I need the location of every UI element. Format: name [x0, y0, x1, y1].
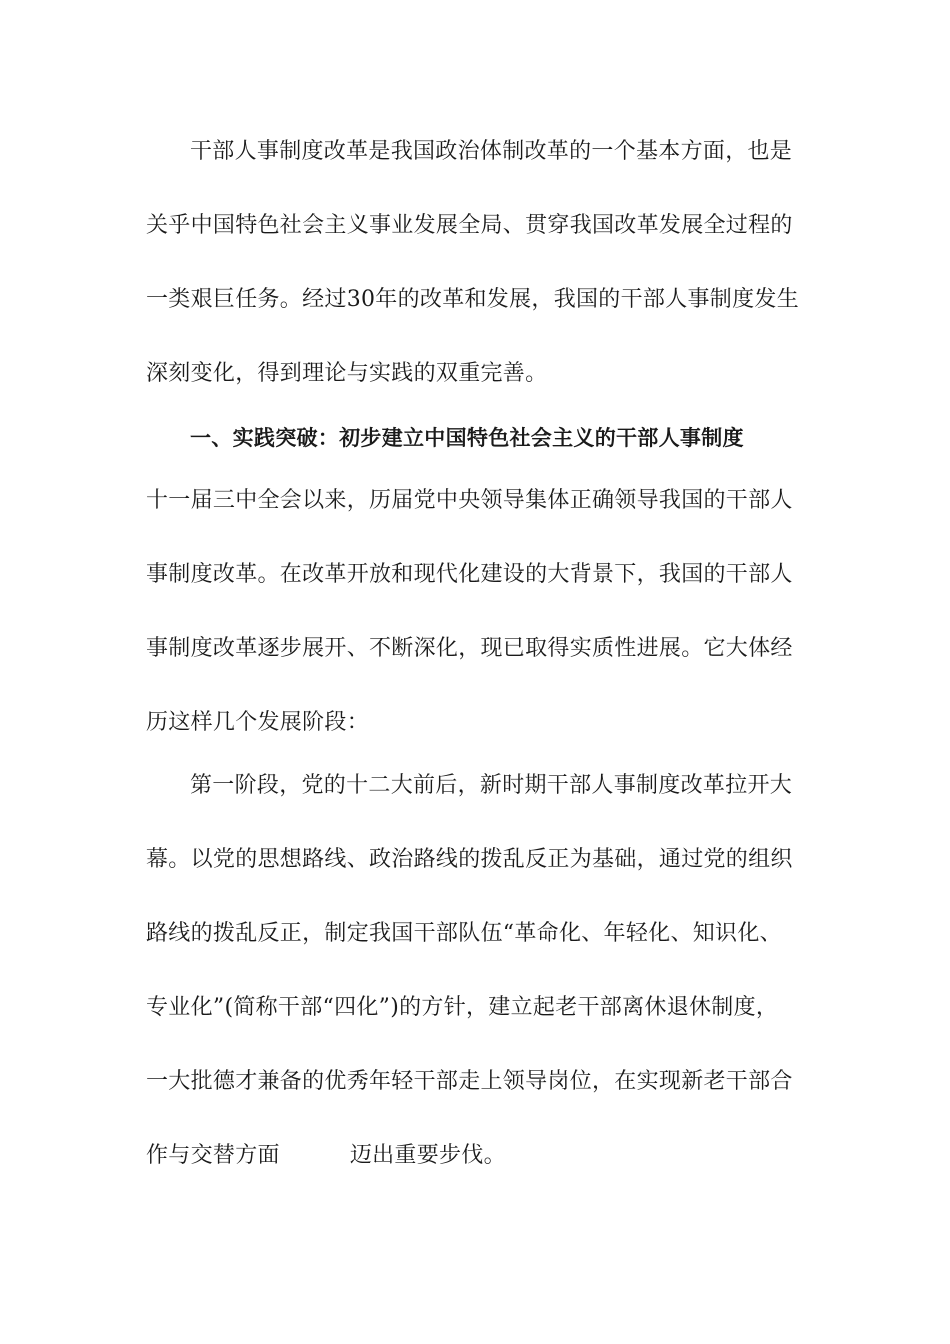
section-line-1: 十一届三中全会以来，历届党中央领导集体正确领导我国的干部人 [146, 488, 793, 513]
intro-line-3: 一类艰巨任务。经过30年的改革和发展，我国的干部人事制度发生 [146, 287, 799, 312]
stage-line-6-part2: 迈出重要步伐。 [349, 1143, 506, 1168]
section-line-2: 事制度改革。在改革开放和现代化建设的大背景下，我国的干部人 [146, 562, 793, 587]
section-line-4: 历这样几个发展阶段： [146, 710, 370, 735]
stage-line-2: 幕。以党的思想路线、政治路线的拨乱反正为基础，通过党的组织 [146, 847, 793, 872]
section-heading: 一、实践突破：初步建立中国特色社会主义的干部人事制度 [190, 426, 744, 450]
section-line-3: 事制度改革逐步展开、不断深化，现已取得实质性进展。它大体经 [146, 636, 793, 661]
stage-line-6 [146, 1139, 816, 1173]
stage-line-1: 第一阶段，党的十二大前后，新时期干部人事制度改革拉开大 [190, 773, 793, 798]
intro-line-2: 关乎中国特色社会主义事业发展全局、贯穿我国改革发展全过程的 [146, 213, 793, 238]
intro-line-4: 深刻变化，得到理论与实践的双重完善。 [146, 361, 548, 386]
stage-line-5: 一大批德才兼备的优秀年轻干部走上领导岗位，在实现新老干部合 [146, 1069, 793, 1094]
intro-line-1: 干部人事制度改革是我国政治体制改革的一个基本方面，也是 [190, 139, 793, 164]
stage-line-3: 路线的拨乱反正，制定我国干部队伍“革命化、年轻化、知识化、 [146, 921, 782, 946]
stage-line-4: 专业化”(简称干部“四化”)的方针，建立起老干部离休退休制度， [146, 995, 779, 1020]
stage-line-6-part1: 作与交替方面 [146, 1143, 280, 1168]
